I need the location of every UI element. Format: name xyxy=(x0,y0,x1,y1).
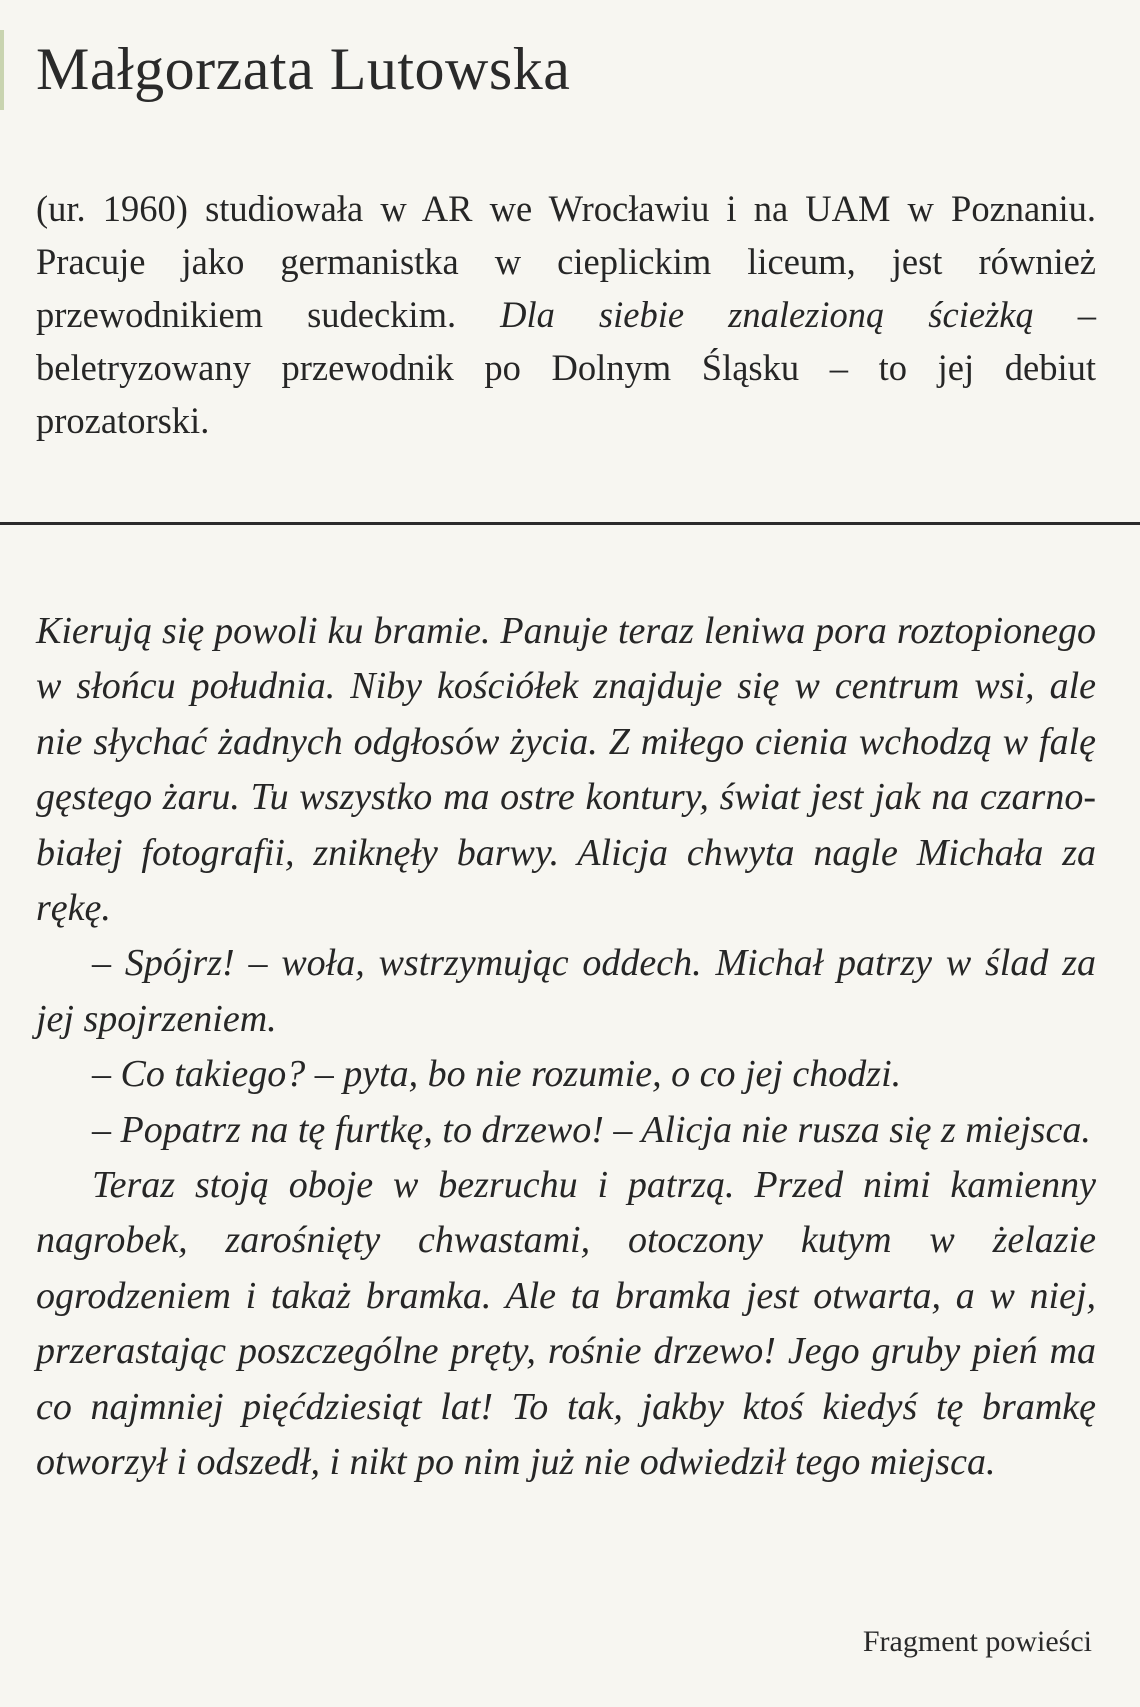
bio-text-after: – beletryzowany przewodnik po Dolnym Śląsku – to jej debiut prozatorski. xyxy=(36,294,1096,441)
section-divider xyxy=(0,522,1140,525)
page-edge-strip xyxy=(0,30,4,110)
author-name: Małgorzata Lutowska xyxy=(36,36,571,102)
book-title: Dla siebie znalezioną ścieżką xyxy=(500,294,1034,335)
excerpt-paragraph: Teraz stoją oboje w bezruchu i patrzą. Przed nimi kamienny nagrobek, zarośnięty chwastami, otoczony kutym w żelazie ogrodzeniem i takaż bramka. Ale ta bramka jest otwarta, a w niej, przerastając poszczególne pręty, rośnie drzewo! Jego gruby pień ma co najmniej pięćdziesiąt lat! To tak, jakby ktoś kiedyś tę bramkę otworzył i odszedł, i nikt po nim już nie odwiedził tego miejsca. xyxy=(36,1164,1096,1484)
author-bio xyxy=(36,182,1096,447)
excerpt-paragraph: – Co takiego? – pyta, bo nie rozumie, o co jej chodzi. xyxy=(92,1053,902,1096)
excerpt-paragraph: – Popatrz na tę furtkę, to drzewo! – Alicja nie rusza się z miejsca. xyxy=(92,1108,1091,1151)
novel-excerpt xyxy=(36,604,1096,1491)
bio-text-before: (ur. 1960) studiowała w AR we Wrocławiu i na UAM w Poznaniu. Pracuje jako germanistka w cieplickim liceum, jest również przewodnikiem sudeckim. xyxy=(36,188,1096,335)
excerpt-paragraph: Kierują się powoli ku bramie. Panuje teraz leniwa pora roztopionego w słońcu południa. Niby kościółek znajduje się w centrum wsi, ale nie słychać żadnych odgłosów życia. Z miłego cienia wchodzą w falę gęstego żaru. Tu wszystko ma ostre kontury, świat jest jak na czarno-białej fotografii, zniknęły barwy. Alicja chwyta nagle Michała za rękę. xyxy=(36,610,1096,930)
excerpt-caption: Fragment powieści xyxy=(862,1625,1092,1658)
excerpt-paragraph: – Spójrz! – woła, wstrzymując oddech. Michał patrzy w ślad za jej spojrzeniem. xyxy=(36,942,1096,1040)
